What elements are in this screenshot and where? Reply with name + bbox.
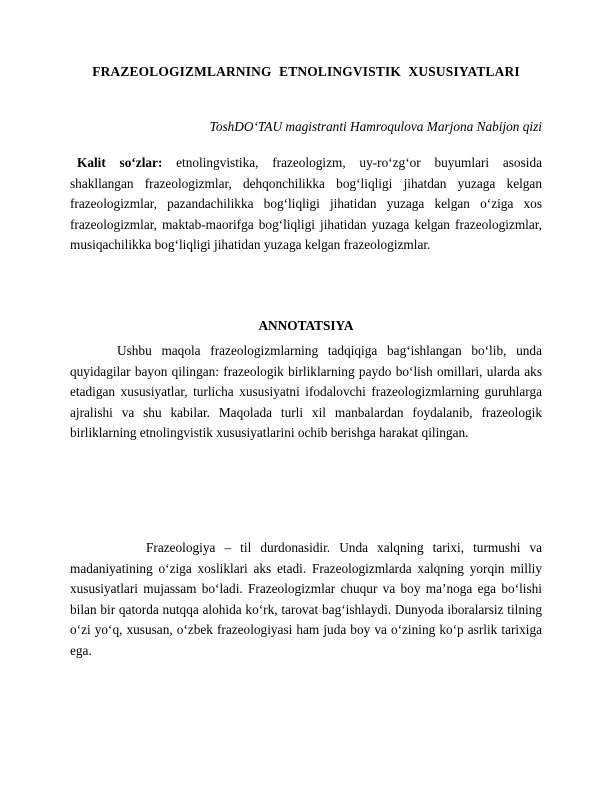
annotation-paragraph: Ushbu maqola frazeologizmlarning tadqiqiga bag‘ishlangan bo‘lib, unda quyidagilar bayon qilingan: frazeologik birliklarning paydo bo‘lish omillari, ularda aks etadigan xususiyatlar, turlicha xususiyatni ifodalovchi frazeologizmlarning guruhlarga ajralishi va shu kabilar. Maqolada turli xil manbalardan foydalanib, frazeologik birliklarning etnolingvistik xususiyatlarini ochib berishga harakat qilingan. (70, 343, 542, 440)
keywords-text: etnolingvistika, frazeologizm, uy-ro‘zg‘or buyumlari asosida shakllangan frazeologizmlar, dehqonchilikka bog‘liqligi jihatdan yuzaga kelgan frazeologizmlar, pazandachilikka bog‘liqligi jihatidan yuzaga kelgan o‘ziga xos frazeologizmlar, maktab-maorifga bog‘liqligi jihatidan yuzaga kelgan frazeologizmlar, musiqachilikka bog‘liqligi jihatidan yuzaga kelgan frazeologizmlar. (70, 155, 542, 252)
keywords-label: Kalit so‘zlar: (77, 155, 163, 170)
annotation-heading: ANNOTATSIYA (258, 318, 354, 333)
body-paragraph: Frazeologiya – til durdonasidir. Unda xalqning tarixi, turmushi va madaniyatining o‘ziga xosliklari aks etadi. Frazeologizmlarda xalqning yorqin milliy xususiyatlari mujassam bo‘ladi. Frazeologizmlar chuqur va boy ma’noga ega bo‘lishi bilan bir qatorda nutqqa alohida ko‘rk, tarovat bag‘ishlaydi. Dunyoda iboralarsiz tilning o‘zi yo‘q, xususan, o‘zbek frazeologiyasi ham juda boy va o‘zining ko‘p asrlik tarixiga ega. (70, 540, 542, 658)
article-title: FRAZEOLOGIZMLARNING ETNOLINGVISTIK XUSUSIYATLARI (92, 64, 520, 79)
keywords-paragraph (70, 153, 542, 256)
author-line: ToshDO‘TAU magistranti Hamroqulova Marjona Nabijon qizi (209, 119, 542, 134)
